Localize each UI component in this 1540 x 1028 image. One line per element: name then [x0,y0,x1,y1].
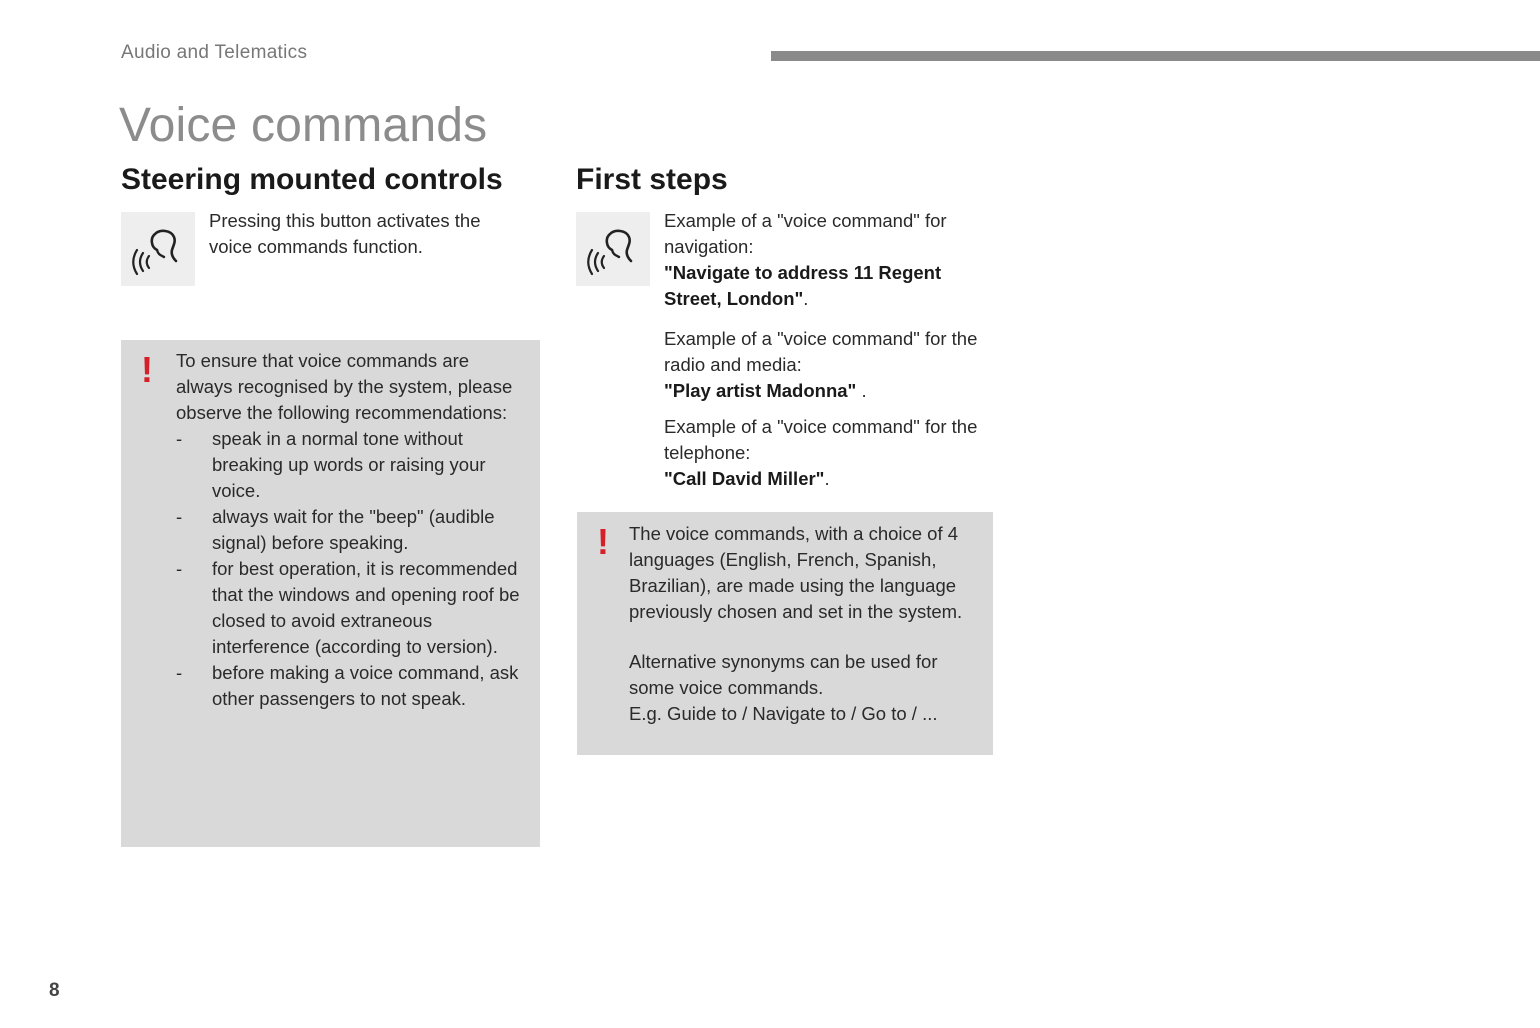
steering-description [209,208,514,260]
recommendation-item: - always wait for the "beep" (audible signal) before speaking. [176,504,526,556]
example-radio-media [664,326,980,404]
example-suffix: . [856,380,867,401]
steering-heading: Steering mounted controls [121,163,503,196]
recommendation-item: - before making a voice command, ask other passengers to not speak. [176,660,526,712]
steering-note-text [176,348,526,712]
voice-command-icon [121,212,195,286]
recommendation-item: - for best operation, it is recommended that the windows and opening roof be closed to avoid extraneous interference (according to version). [176,556,526,660]
page-title: Voice commands [119,99,488,152]
examples-block [664,208,980,492]
synonyms-note [629,649,981,727]
languages-note: The voice commands, with a choice of 4 languages (English, French, Spanish, Brazilian), are made using the language previously chosen and set in the system. [629,523,963,622]
steering-description-text: Pressing this button activates the voice commands function. [209,210,481,257]
page-number: 8 [49,980,60,1001]
example-suffix: . [824,468,830,489]
recommendation-list [176,426,526,712]
example-navigation [664,208,980,312]
synonyms-example: E.g. Guide to / Navigate to / Go to / ... [629,703,938,724]
steering-note-intro: To ensure that voice commands are always recognised by the system, please observe the following recommendations: [176,350,513,423]
example-command: "Play artist Madonna" [664,380,857,401]
synonyms-text: Alternative synonyms can be used for some voice commands. [629,651,938,698]
example-suffix: . [803,288,809,309]
steering-note-box [121,340,540,847]
example-telephone [664,414,980,492]
first-steps-note-box [577,512,993,755]
example-label: Example of a "voice command" for the telephone: [664,416,978,463]
recommendation-item: - speak in a normal tone without breaking up words or raising your voice. [176,426,526,504]
example-command: "Navigate to address 11 Regent Street, London" [664,262,942,309]
voice-command-icon [576,212,650,286]
warning-icon: ! [597,521,609,562]
example-label: Example of a "voice command" for the radio and media: [664,328,978,375]
section-header: Audio and Telematics [121,42,308,63]
warning-icon: ! [141,349,153,390]
first-steps-heading: First steps [576,163,728,196]
example-command: "Call David Miller" [664,468,825,489]
first-steps-note-text [629,521,981,727]
header-bar [771,51,1540,61]
example-label: Example of a "voice command" for navigation: [664,210,947,257]
